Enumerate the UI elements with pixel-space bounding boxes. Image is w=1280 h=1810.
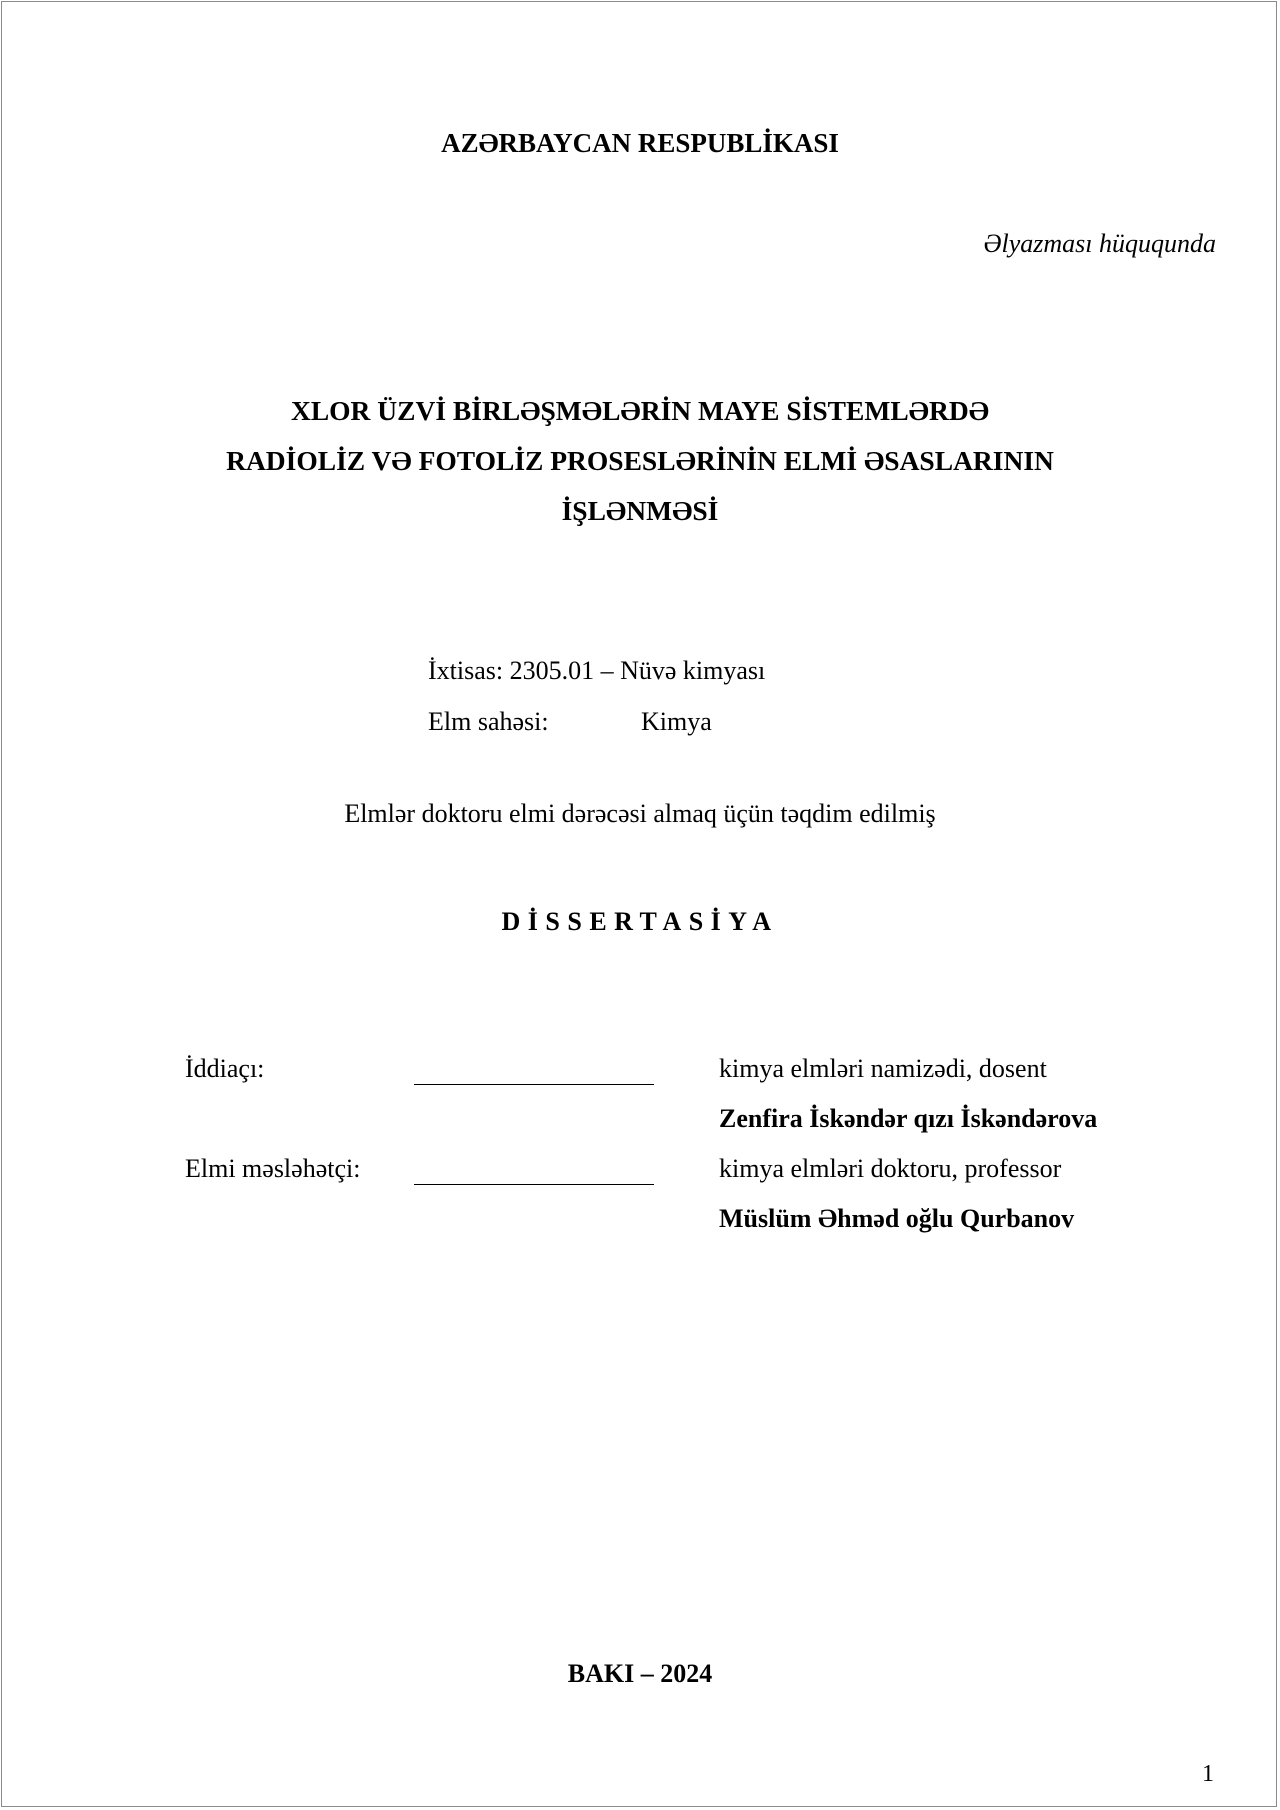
title-line-3: İŞLƏNMƏSİ <box>561 495 719 526</box>
advisor-degree: kimya elmləri doktoru, professor <box>719 1154 1062 1183</box>
applicant-signature-line <box>414 1084 654 1085</box>
document-page <box>1 1 1277 1807</box>
document-type-heading: DİSSERTASİYA <box>501 907 779 936</box>
specialty-block <box>428 645 765 747</box>
title-line-2: RADİOLİZ VƏ FOTOLİZ PROSESLƏRİNİN ELMİ ƏSASLARININ <box>226 445 1054 476</box>
advisor-label: Elmi məsləhətçi: <box>185 1154 361 1183</box>
applicant-degree: kimya elmləri namizədi, dosent <box>719 1054 1047 1083</box>
advisor-name-row <box>2 1204 1278 1254</box>
degree-statement: Elmlər doktoru elmi dərəcəsi almaq üçün təqdim edilmiş <box>344 799 936 828</box>
title-line-1: XLOR ÜZVİ BİRLƏŞMƏLƏRİN MAYE SİSTEMLƏRDƏ <box>290 395 990 426</box>
field-value: Kimya <box>641 707 712 736</box>
applicant-name: Zenfira İskəndər qızı İskəndərova <box>719 1104 1098 1133</box>
city-year: BAKI – 2024 <box>567 1659 713 1688</box>
advisor-name: Müslüm Əhməd oğlu Qurbanov <box>719 1204 1075 1233</box>
country-heading: AZƏRBAYCAN RESPUBLİKASI <box>441 128 839 158</box>
dissertation-title <box>2 386 1278 536</box>
signatories-section <box>2 1054 1278 1254</box>
specialty-line: İxtisas: 2305.01 – Nüvə kimyası <box>428 656 766 685</box>
applicant-name-row <box>2 1104 1278 1154</box>
manuscript-rights-note: Əlyazması hüququnda <box>983 229 1216 258</box>
applicant-row <box>2 1054 1278 1104</box>
field-line <box>428 696 765 747</box>
advisor-row <box>2 1154 1278 1204</box>
applicant-label: İddiaçı: <box>185 1054 265 1083</box>
field-label: Elm sahəsi: <box>428 707 549 736</box>
page-number: 1 <box>1202 1761 1214 1787</box>
advisor-signature-line <box>414 1184 654 1185</box>
